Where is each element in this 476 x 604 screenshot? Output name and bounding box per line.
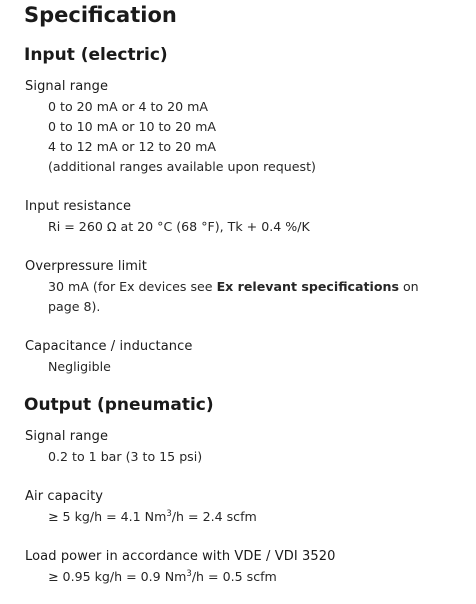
overpressure-limit-value-cont: page 8). [48, 299, 101, 314]
section-heading-input: Input (electric) [24, 45, 168, 65]
air-capacity-value: ≥ 5 kg/h = 4.1 $Nm^3/h = 2.4$ scfm [48, 509, 257, 524]
load-power-value: ≥ 0.95 kg/h = 0.9 $Nm^3/h = 0.5$ scfm [48, 569, 277, 584]
signal-range-value-3: 4 to 12 mA or 12 to 20 mA [48, 139, 217, 154]
signal-range-label: Signal range [25, 79, 109, 94]
signal-range-value-2: 0 to 10 mA or 10 to 20 mA [48, 119, 217, 134]
output-signal-range-label: Signal range [25, 429, 109, 444]
input-resistance-value: Ri = 260 Ω at 20 °C (68 °F), Tk + 0.4 %/K [48, 219, 310, 234]
load-power-label: Load power in accordance with VDE / VDI 3520 [25, 549, 336, 564]
output-signal-range-value: 0.2 to 1 bar (3 to 15 psi) [48, 449, 203, 464]
section-heading-output: Output (pneumatic) [24, 395, 214, 415]
capacitance-value: Negligible [48, 359, 111, 374]
ex-specs-reference: Ex relevant specifications [216, 279, 399, 294]
capacitance-label: Capacitance / inductance [25, 339, 193, 354]
signal-range-value-1: 0 to 20 mA or 4 to 20 mA [48, 99, 209, 114]
page-title: Specification [24, 3, 177, 27]
overpressure-limit-value: 30 mA (for Ex devices see Ex relevant specifications on [48, 279, 419, 294]
air-capacity-label: Air capacity [25, 489, 104, 504]
signal-range-note: (additional ranges available upon request) [48, 159, 316, 174]
input-resistance-label: Input resistance [25, 199, 132, 214]
overpressure-limit-label: Overpressure limit [25, 259, 147, 274]
